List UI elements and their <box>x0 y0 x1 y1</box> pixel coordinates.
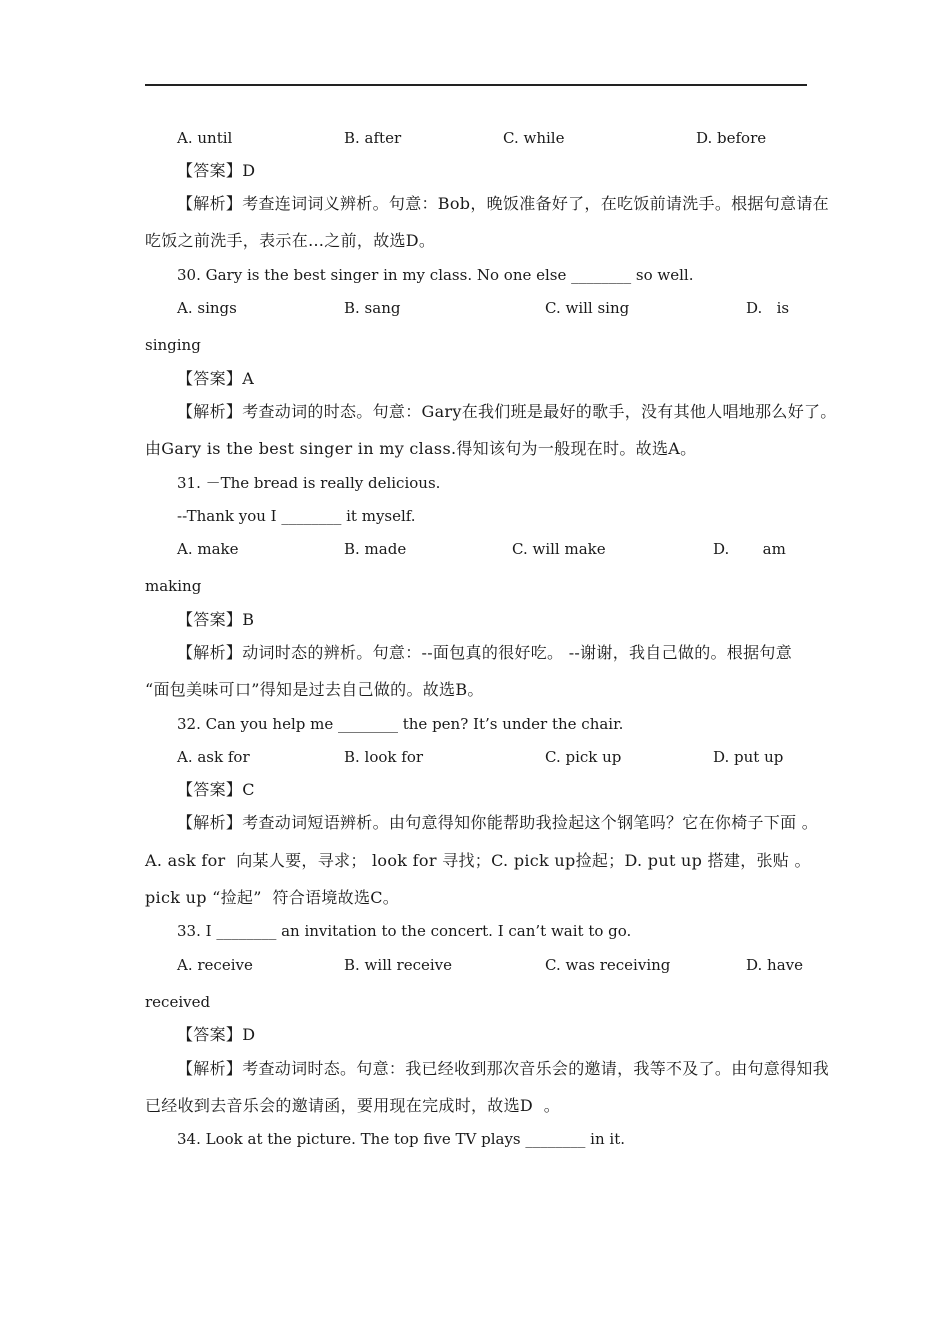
q33-stem: 33. I ________ an invitation to the concert. I can’t wait to go. <box>177 922 632 940</box>
q32-analysis-line3: pick up “捡起” 符合语境故选C。 <box>145 888 400 907</box>
q32-option-c: C. pick up <box>545 748 622 766</box>
q31-option-b: B. made <box>344 540 407 558</box>
q29-analysis-line1: 【解析】考查连词词义辨析。句意：Bob，晚饭准备好了，在吃饭前请洗手。根据句意请在 <box>177 194 829 213</box>
q31-option-d-wrap: making <box>145 577 202 595</box>
q30-option-c: C. will sing <box>545 299 630 317</box>
q31-option-d: D. am <box>713 540 786 558</box>
q31-option-a: A. make <box>177 540 239 558</box>
q29-analysis-line2: 吃饭之前洗手，表示在…之前，故选D。 <box>145 231 436 250</box>
q30-analysis-line2: 由Gary is the best singer in my class.得知该句为一般现在时。故选A。 <box>145 439 697 458</box>
q31-option-c: C. will make <box>512 540 606 558</box>
q29-option-a: A. until <box>177 129 233 147</box>
q33-analysis-line1: 【解析】考查动词时态。句意：我已经收到那次音乐会的邀请，我等不及了。由句意得知我 <box>177 1059 830 1078</box>
q33-answer: 【答案】D <box>177 1025 256 1044</box>
q31-analysis-line2: “面包美味可口”得知是过去自己做的。故选B。 <box>145 680 484 699</box>
q30-stem: 30. Gary is the best singer in my class. No one else ________ so well. <box>177 266 694 284</box>
q34-stem: 34. Look at the picture. The top five TV plays ________ in it. <box>177 1130 625 1148</box>
q29-option-c: C. while <box>503 129 565 147</box>
q32-option-d: D. put up <box>713 748 784 766</box>
q33-option-b: B. will receive <box>344 956 453 974</box>
q32-analysis-line1: 【解析】考查动词短语辨析。由句意得知你能帮助我捡起这个钢笔吗？它在你椅子下面 。 <box>177 813 819 832</box>
q33-option-a: A. receive <box>177 956 253 974</box>
q32-analysis-line2: A. ask for 向某人要，寻求； look for 寻找；C. pick up捡起；D. put up 搭建，张贴 。 <box>145 851 811 870</box>
q32-stem: 32. Can you help me ________ the pen? It’s under the chair. <box>177 715 624 733</box>
header-rule <box>145 84 807 86</box>
q32-option-b: B. look for <box>344 748 424 766</box>
q30-answer: 【答案】A <box>177 369 255 388</box>
q30-option-a: A. sings <box>177 299 237 317</box>
q29-answer: 【答案】D <box>177 161 256 180</box>
q30-analysis-line1: 【解析】考查动词的时态。句意：Gary在我们班是最好的歌手，没有其他人唱地那么好了。 <box>177 402 837 421</box>
q32-answer: 【答案】C <box>177 780 255 799</box>
q31-answer: 【答案】B <box>177 610 255 629</box>
q29-option-b: B. after <box>344 129 402 147</box>
q33-analysis-line2: 已经收到去音乐会的邀请函，要用现在完成时，故选D 。 <box>145 1096 561 1115</box>
q30-option-d: D. is <box>746 299 790 317</box>
q29-option-d: D. before <box>696 129 767 147</box>
q30-option-d-wrap: singing <box>145 336 201 354</box>
q32-option-a: A. ask for <box>177 748 250 766</box>
q31-stem-line1: 31. －The bread is really delicious. <box>177 474 441 492</box>
q30-option-b: B. sang <box>344 299 401 317</box>
q33-option-d: D. have <box>746 956 803 974</box>
q31-analysis-line1: 【解析】动词时态的辨析。句意：--面包真的很好吃。 --谢谢，我自己做的。根据句意 <box>177 643 793 662</box>
q31-stem-line2: --Thank you I ________ it myself. <box>177 507 416 525</box>
q33-option-c: C. was receiving <box>545 956 671 974</box>
q33-option-d-wrap: received <box>145 993 211 1011</box>
